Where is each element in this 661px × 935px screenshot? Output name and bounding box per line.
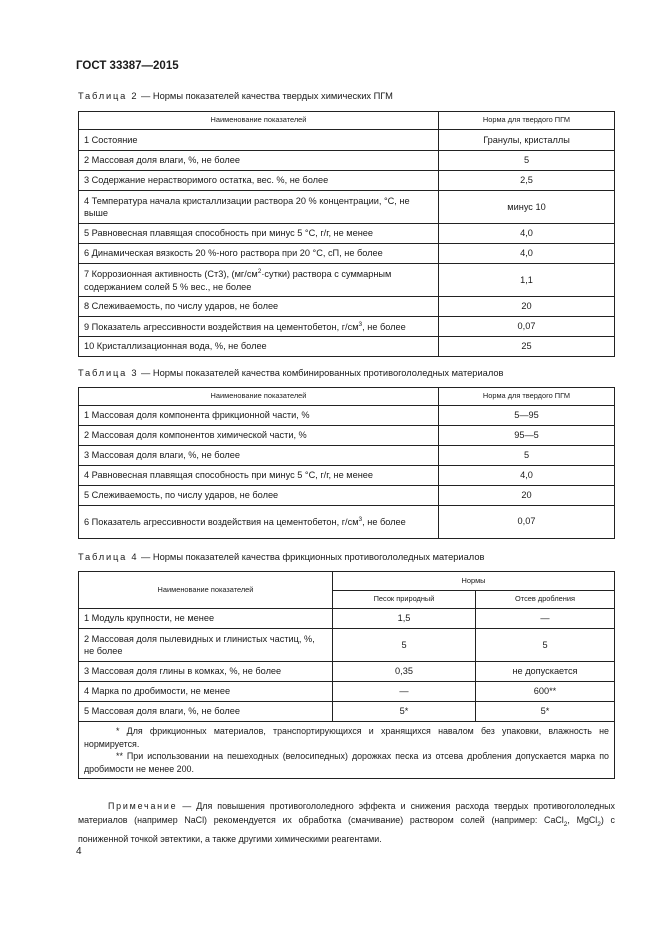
row-value: 20 — [439, 297, 615, 317]
row-name — [79, 317, 439, 337]
table-row — [79, 702, 615, 722]
row-value-sand: 1,5 — [333, 609, 476, 629]
row-value: 5 — [439, 151, 615, 171]
table-row — [79, 264, 615, 297]
table-row — [79, 629, 615, 662]
note-label: Примечание — [108, 801, 178, 811]
row-value-screening: 5* — [476, 702, 615, 722]
table-row — [79, 662, 615, 682]
row-name: 1 Массовая доля компонента фрикционной части, % — [79, 405, 439, 425]
row-value: 5—95 — [439, 405, 615, 425]
row-value: 4,0 — [439, 244, 615, 264]
row-value-screening: — — [476, 609, 615, 629]
table-row — [79, 224, 615, 244]
superscript: 3 — [358, 321, 363, 329]
table-3-caption — [78, 368, 503, 378]
table-2-header-norm: Норма для твердого ПГМ — [439, 112, 615, 130]
row-name — [79, 505, 439, 538]
table-row — [79, 191, 615, 224]
row-value: 4,0 — [439, 465, 615, 485]
table-row — [79, 445, 615, 465]
row-value-screening: не допускается — [476, 662, 615, 682]
table-row — [79, 297, 615, 317]
table-row — [79, 485, 615, 505]
row-name: 2 Массовая доля компонентов химической части, % — [79, 425, 439, 445]
table-2-title: — Нормы показателей качества твердых химических ПГМ — [138, 91, 393, 101]
note-text: — Для повышения противогололедного эффекта и снижения расхода твердых противогололедных материалов (например NaCl) рекомендуется их обработка (смачивание) раствором солей (например: CaCl — [78, 801, 615, 825]
row-name: 8 Слеживаемость, по числу ударов, не более — [79, 297, 439, 317]
table-2-caption — [78, 91, 393, 101]
row-name: 1 Состояние — [79, 130, 439, 151]
table-4-header-group: Нормы — [333, 572, 615, 591]
subscript: 2 — [597, 820, 601, 828]
row-value-sand: 0,35 — [333, 662, 476, 682]
superscript: 2 — [257, 268, 262, 276]
table-4 — [78, 571, 615, 779]
row-value: Гранулы, кристаллы — [439, 130, 615, 151]
table-row — [79, 465, 615, 485]
table-row — [79, 337, 615, 357]
row-name-part: 6 Показатель агрессивности воздействия на цементобетон, г/см — [84, 517, 359, 528]
row-value: 0,07 — [439, 505, 615, 538]
subscript: 2 — [563, 820, 568, 828]
table-row — [79, 609, 615, 629]
row-name: 4 Марка по дробимости, не менее — [79, 682, 333, 702]
table-3-header-name: Наименование показателей — [79, 388, 439, 406]
footnote-2: ** При использовании на пешеходных (велосипедных) дорожках песка из отсева дробления допускается марка по дробимости не менее 200. — [84, 751, 609, 774]
row-name: 4 Равновесная плавящая способность при минус 5 °С, г/г, не менее — [79, 465, 439, 485]
row-name-part: , не более — [362, 517, 406, 528]
table-row — [79, 425, 615, 445]
row-value: 95—5 — [439, 425, 615, 445]
table-row — [79, 405, 615, 425]
table-row — [79, 171, 615, 191]
table-4-footnotes — [79, 722, 615, 779]
row-value-sand: 5* — [333, 702, 476, 722]
table-2-label: Таблица 2 — [78, 91, 139, 101]
row-value: минус 10 — [439, 191, 615, 224]
row-name: 5 Равновесная плавящая способность при минус 5 °С, г/г, не менее — [79, 224, 439, 244]
note-paragraph — [78, 799, 615, 846]
table-row — [79, 130, 615, 151]
row-name: 5 Слеживаемость, по числу ударов, не более — [79, 485, 439, 505]
row-name: 4 Температура начала кристаллизации раствора 20 % концентрации, °С, не выше — [79, 191, 439, 224]
table-2-header-name: Наименование показателей — [79, 112, 439, 130]
note-text: , MgCl — [567, 815, 598, 825]
row-name-part: 9 Показатель агрессивности воздействия на цементобетон, г/см — [84, 322, 359, 333]
table-4-caption — [78, 552, 484, 562]
table-row — [79, 244, 615, 264]
row-name: 2 Массовая доля влаги, %, не более — [79, 151, 439, 171]
table-4-header-sand: Песок природный — [333, 591, 476, 609]
row-value-screening: 5 — [476, 629, 615, 662]
row-name-part: , не более — [362, 322, 406, 333]
table-row — [79, 317, 615, 337]
row-value: 1,1 — [439, 264, 615, 297]
row-name — [79, 264, 439, 297]
row-name: 5 Массовая доля влаги, %, не более — [79, 702, 333, 722]
row-value-sand: — — [333, 682, 476, 702]
footnote-1: * Для фрикционных материалов, транспортирующихся и хранящихся навалом без упаковки, влажность не нормируется. — [84, 726, 609, 749]
table-3-header-norm: Норма для твердого ПГМ — [439, 388, 615, 406]
table-3-title: — Нормы показателей качества комбинированных противогололедных материалов — [138, 368, 504, 378]
table-3-label: Таблица 3 — [78, 368, 139, 378]
row-value: 5 — [439, 445, 615, 465]
row-name-part: ·сутки) раствора с суммарным содержанием солей 5 % вес., не более — [84, 269, 392, 293]
table-4-header-screening: Отсев дробления — [476, 591, 615, 609]
table-3 — [78, 387, 615, 539]
table-row — [79, 151, 615, 171]
document-header: ГОСТ 33387—2015 — [76, 60, 179, 72]
table-4-header-name: Наименование показателей — [79, 572, 333, 609]
page-number: 4 — [76, 846, 82, 857]
table-2 — [78, 111, 615, 357]
table-row — [79, 505, 615, 538]
superscript: 3 — [358, 516, 363, 524]
row-name: 3 Содержание нерастворимого остатка, вес. %, не более — [79, 171, 439, 191]
row-value: 4,0 — [439, 224, 615, 244]
table-4-title: — Нормы показателей качества фрикционных противогололедных материалов — [138, 552, 485, 562]
row-value: 25 — [439, 337, 615, 357]
row-value-sand: 5 — [333, 629, 476, 662]
table-row — [79, 682, 615, 702]
note-text: ) с пониженной точкой эвтектики, а также другими химическими реагентами. — [78, 815, 615, 844]
row-name: 3 Массовая доля глины в комках, %, не более — [79, 662, 333, 682]
table-4-label: Таблица 4 — [78, 552, 139, 562]
footnotes-cell — [79, 722, 615, 779]
row-value: 0,07 — [439, 317, 615, 337]
row-name: 1 Модуль крупности, не менее — [79, 609, 333, 629]
row-name: 6 Динамическая вязкость 20 %-ного раствора при 20 °С, сП, не более — [79, 244, 439, 264]
row-name: 10 Кристаллизационная вода, %, не более — [79, 337, 439, 357]
row-name: 2 Массовая доля пылевидных и глинистых частиц, %, не более — [79, 629, 333, 662]
row-name-part: 7 Коррозионная активность (Ст3), (мг/см — [84, 269, 258, 280]
row-value-screening: 600** — [476, 682, 615, 702]
row-value: 2,5 — [439, 171, 615, 191]
row-value: 20 — [439, 485, 615, 505]
row-name: 3 Массовая доля влаги, %, не более — [79, 445, 439, 465]
